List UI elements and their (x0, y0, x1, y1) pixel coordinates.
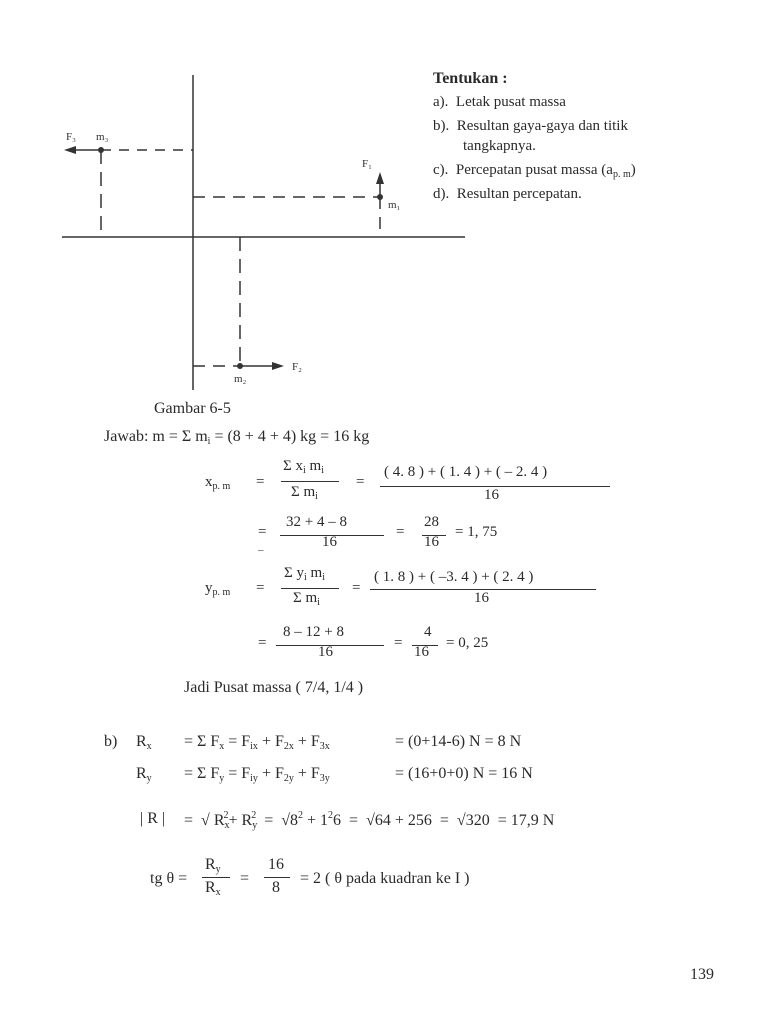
mass-m2 (237, 363, 243, 369)
r-magnitude-expr: = √ $R_x^2+ R_y^2 = √8^2 + 1^26 = √64 + 256 = √320 = 17,9$ N (184, 810, 555, 831)
ypm-eq2: = (352, 580, 361, 596)
xpm-eq3: = (258, 524, 267, 540)
tentukan-item-b-cont: tangkapnya. (463, 138, 536, 154)
tentukan-item-a: a). Letak pusat massa (433, 94, 566, 110)
ypm-lhs: $y_{p. m}$ (205, 580, 231, 598)
jawab-line: Jawab: m = Σ $m_i = (8 + 4 + 4)$ kg = 16 kg (104, 428, 370, 447)
tg-lhs: tg θ = (150, 870, 188, 887)
jadi-pusat-massa: Jadi Pusat massa ( 7/4, 1/4 ) (184, 679, 364, 696)
tentukan-item-b: b). Resultan gaya-gaya dan titik (433, 118, 628, 134)
mass-m3 (98, 147, 104, 153)
xpm-lhs: $x_{p. m}$ (205, 474, 231, 492)
tg-num2: 16 (268, 856, 284, 873)
tg-den: $R_x$ (205, 879, 221, 898)
mass-m1 (377, 194, 383, 200)
xpm-eq2: = (356, 474, 365, 490)
ypm-l2-den2: 16 (414, 644, 429, 660)
tentukan-title: Tentukan : (433, 70, 508, 87)
ry-lhs: $R_y$ (136, 765, 152, 784)
ry-result: = (16+0+0) N = 16 N (395, 765, 533, 782)
rx-expr: = Σ $F_x = F_{ix} + F_{2x} + F_{3x}$ (184, 733, 330, 752)
figure-6-5 (0, 0, 480, 400)
tg-num: $R_y$ (205, 856, 221, 875)
rx-result: = (0+14-6) N = 8 N (395, 733, 522, 750)
tentukan-item-c: c). Percepatan pusat massa $(a_{p. m})$ (433, 162, 636, 180)
xpm-num1: Σ $x_i$ $m_i$ (283, 458, 324, 476)
ry-expr: = Σ $F_y = F_{iy} + F_{2y} + F_{3y}$ (184, 765, 330, 784)
label-f1: F₁ (362, 158, 372, 170)
xpm-den1: Σ $m_i$ (291, 484, 318, 502)
figure-caption: Gambar 6-5 (154, 400, 231, 417)
xpm-l2-den2: 16 (424, 534, 439, 550)
label-f3: F₃ (66, 131, 76, 143)
partb-label: b) (104, 733, 118, 750)
r-abs: | R | (140, 810, 166, 827)
ypm-eq1: = (256, 580, 265, 596)
xpm-num2: ( 4. 8 ) + ( 1. 4 ) + ( – 2. 4 ) (384, 464, 548, 480)
xpm-mark: – (258, 544, 264, 556)
label-m1: m₁ (388, 199, 401, 211)
xpm-den2: 16 (484, 487, 499, 503)
xpm-l2-den: 16 (322, 534, 337, 550)
xpm-l2-result: = 1, 75 (455, 524, 498, 540)
tg-result: = 2 ( θ pada kuadran ke I ) (300, 870, 470, 887)
label-m3: m₃ (96, 131, 109, 143)
xpm-eq4: = (396, 524, 405, 540)
tg-eq: = (240, 870, 250, 887)
ypm-eq3: = (258, 635, 267, 651)
ypm-l2-den: 16 (318, 644, 333, 660)
ypm-l2-num: 8 – 12 + 8 (283, 624, 344, 640)
ypm-den2: 16 (474, 590, 489, 606)
ypm-l2-result: = 0, 25 (446, 635, 489, 651)
tentukan-item-d: d). Resultan percepatan. (433, 186, 582, 202)
xpm-l2-num: 32 + 4 – 8 (286, 514, 347, 530)
page-number: 139 (690, 966, 714, 983)
ypm-eq4: = (394, 635, 403, 651)
ypm-l2-num2: 4 (424, 624, 432, 640)
rx-lhs: $R_x$ (136, 733, 152, 752)
ypm-num2: ( 1. 8 ) + ( –3. 4 ) + ( 2. 4 ) (374, 569, 534, 585)
xpm-l2-num2: 28 (424, 514, 439, 530)
label-f2: F₂ (292, 361, 302, 373)
label-m2: m₂ (234, 373, 247, 385)
ypm-num1: Σ $y_i$ $m_i$ (284, 565, 325, 583)
tg-den2: 8 (272, 879, 280, 896)
ypm-den1: Σ $m_i$ (293, 590, 320, 608)
xpm-eq1: = (256, 474, 265, 490)
